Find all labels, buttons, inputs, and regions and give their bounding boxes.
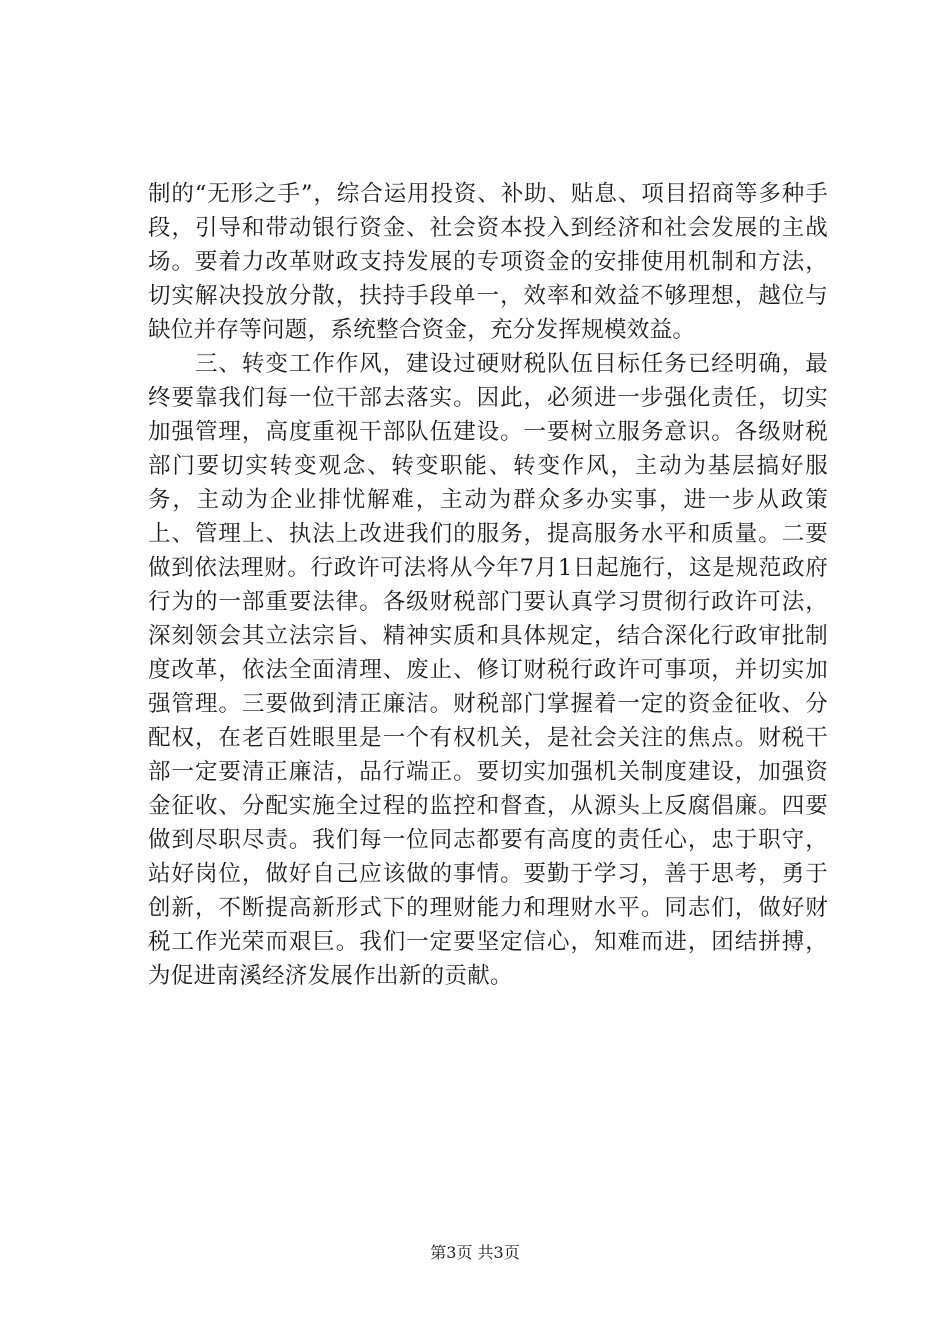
page-number-footer: 第3页 共3页 — [430, 1243, 520, 1262]
paragraph-2: 三、转变工作作风，建设过硬财税队伍目标任务已经明确，最终要靠我们每一位干部去落实。因此，必须进一步强化责任，切实加强管理，高度重视干部队伍建设。一要树立服务意识。各级财税部门要切实转变观念、转变职能、转变作风，主动为基层搞好服务，主动为企业排忧解难，主动为群众多办实事，进一步从政策上、管理上、执法上改进我们的服务，提高服务水平和质量。二要做到依法理财。行政许可法将从今年7月1日起施行，这是规范政府行为的一部重要法律。各级财税部门要认真学习贯彻行政许可法，深刻领会其立法宗旨、精神实质和具体规定，结合深化行政审批制度改革，依法全面清理、废止、修订财税行政许可事项，并切实加强管理。三要做到清正廉洁。财税部门掌握着一定的资金征收、分配权，在老百姓眼里是一个有权机关，是社会关注的焦点。财税干部一定要清正廉洁，品行端正。要切实加强机关制度建设，加强资金征收、分配实施全过程的监控和督查，从源头上反腐倡廉。四要做到尽职尽责。我们每一位同志都要有高度的责任心，忠于职守，站好岗位，做好自己应该做的事情。要勤于学习，善于思考，勇于创新，不断提高新形式下的理财能力和理财水平。同志们，做好财税工作光荣而艰巨。我们一定要坚定信心，知难而进，团结拼搏，为促进南溪经济发展作出新的贡献。 — [148, 351, 828, 989]
document-body — [148, 177, 828, 993]
paragraph-1: 制的“无形之手”，综合运用投资、补助、贴息、项目招商等多种手段，引导和带动银行资金、社会资本投入到经济和社会发展的主战场。要着力改革财政支持发展的专项资金的安排使用机制和方法，切实解决投放分散，扶持手段单一，效率和效益不够理想，越位与缺位并存等问题，系统整合资金，充分发挥规模效益。 — [148, 181, 828, 343]
